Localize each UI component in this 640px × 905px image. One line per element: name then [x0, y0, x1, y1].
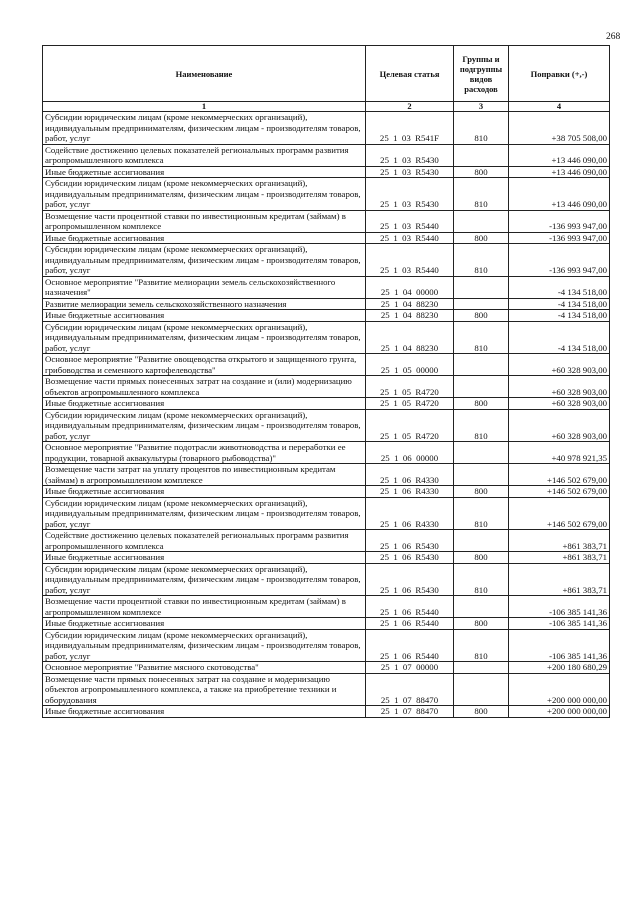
row-name: Иные бюджетные ассигнования [43, 706, 366, 718]
column-number: 3 [454, 102, 509, 112]
row-target-article: 25 1 05 00000 [366, 354, 454, 376]
table-row [43, 210, 610, 232]
row-expense-group: 800 [454, 232, 509, 244]
table-row [43, 376, 610, 398]
row-name: Иные бюджетные ассигнования [43, 398, 366, 410]
row-expense-group [454, 210, 509, 232]
row-expense-group: 810 [454, 563, 509, 596]
row-expense-group [454, 442, 509, 464]
row-name: Субсидии юридическим лицам (кроме некоммерческих организаций), индивидуальным предпринимателям, физическим лицам - производителям товаров, работ, услуг [43, 112, 366, 145]
row-expense-group [454, 464, 509, 486]
header-amendment: Поправки (+,-) [509, 46, 610, 102]
row-name: Субсидии юридическим лицам (кроме некоммерческих организаций), индивидуальным предпринимателям, физическим лицам - производителям товаров, работ, услуг [43, 497, 366, 530]
column-number: 4 [509, 102, 610, 112]
row-amendment-amount: +13 446 090,00 [509, 166, 610, 178]
table-body [43, 112, 610, 718]
row-expense-group [454, 354, 509, 376]
row-amendment-amount: -106 385 141,36 [509, 618, 610, 630]
table-row [43, 442, 610, 464]
row-target-article: 25 1 03 R5440 [366, 244, 454, 277]
row-name: Субсидии юридическим лицам (кроме некоммерческих организаций), индивидуальным предпринимателям, физическим лицам - производителям товаров, работ, услуг [43, 563, 366, 596]
row-amendment-amount: -106 385 141,36 [509, 596, 610, 618]
table-row [43, 298, 610, 310]
table-header-row [43, 46, 610, 102]
row-name: Субсидии юридическим лицам (кроме некоммерческих организаций), индивидуальным предпринимателям, физическим лицам - производителям товаров, работ, услуг [43, 178, 366, 211]
row-amendment-amount: +200 000 000,00 [509, 673, 610, 706]
table-row [43, 178, 610, 211]
table-row [43, 552, 610, 564]
row-amendment-amount: +38 705 508,00 [509, 112, 610, 145]
table-row [43, 232, 610, 244]
row-target-article: 25 1 03 R5440 [366, 210, 454, 232]
row-amendment-amount: -106 385 141,36 [509, 629, 610, 662]
table-row [43, 398, 610, 410]
row-name: Содействие достижению целевых показателей региональных программ развития агропромышленного комплекса [43, 144, 366, 166]
row-target-article: 25 1 03 R5440 [366, 232, 454, 244]
table-row [43, 354, 610, 376]
row-expense-group [454, 662, 509, 674]
row-target-article: 25 1 04 88230 [366, 310, 454, 322]
row-target-article: 25 1 06 R5440 [366, 596, 454, 618]
row-amendment-amount: +60 328 903,00 [509, 376, 610, 398]
row-name: Возмещение части процентной ставки по инвестиционным кредитам (займам) в агропромышленном комплексе [43, 210, 366, 232]
row-name: Возмещение части прямых понесенных затрат на создание и (или) модернизацию объектов агропромышленного комплекса [43, 376, 366, 398]
budget-table [42, 45, 610, 718]
row-amendment-amount: -136 993 947,00 [509, 232, 610, 244]
table-row [43, 321, 610, 354]
row-name: Субсидии юридическим лицам (кроме некоммерческих организаций), индивидуальным предпринимателям, физическим лицам - производителям товаров, работ, услуг [43, 321, 366, 354]
table-row [43, 112, 610, 145]
row-target-article: 25 1 03 R5430 [366, 166, 454, 178]
row-amendment-amount: +200 180 680,29 [509, 662, 610, 674]
row-name: Иные бюджетные ассигнования [43, 232, 366, 244]
row-expense-group [454, 376, 509, 398]
row-expense-group: 810 [454, 409, 509, 442]
row-amendment-amount: +146 502 679,00 [509, 497, 610, 530]
table-row [43, 409, 610, 442]
row-target-article: 25 1 03 R5430 [366, 144, 454, 166]
row-name: Развитие мелиорации земель сельскохозяйственного назначения [43, 298, 366, 310]
row-name: Основное мероприятие "Развитие овощеводства открытого и защищенного грунта, грибоводства и семенного картофелеводства" [43, 354, 366, 376]
row-amendment-amount: +60 328 903,00 [509, 398, 610, 410]
row-target-article: 25 1 06 R4330 [366, 464, 454, 486]
row-target-article: 25 1 05 R4720 [366, 409, 454, 442]
row-expense-group: 800 [454, 706, 509, 718]
row-expense-group: 810 [454, 629, 509, 662]
row-amendment-amount: +146 502 679,00 [509, 464, 610, 486]
header-expense-group: Группы и подгруппы видов расходов [454, 46, 509, 102]
row-expense-group: 810 [454, 112, 509, 145]
row-target-article: 25 1 05 R4720 [366, 376, 454, 398]
row-target-article: 25 1 07 88470 [366, 706, 454, 718]
row-amendment-amount: -136 993 947,00 [509, 244, 610, 277]
row-name: Иные бюджетные ассигнования [43, 618, 366, 630]
row-expense-group: 810 [454, 178, 509, 211]
row-name: Субсидии юридическим лицам (кроме некоммерческих организаций), индивидуальным предпринимателям, физическим лицам - производителям товаров, работ, услуг [43, 244, 366, 277]
row-name: Иные бюджетные ассигнования [43, 486, 366, 498]
row-amendment-amount: +861 383,71 [509, 552, 610, 564]
table-row [43, 166, 610, 178]
row-target-article: 25 1 06 R5430 [366, 530, 454, 552]
row-target-article: 25 1 03 R5430 [366, 178, 454, 211]
row-target-article: 25 1 03 R541F [366, 112, 454, 145]
table-row [43, 486, 610, 498]
header-target-article: Целевая статья [366, 46, 454, 102]
row-expense-group: 800 [454, 398, 509, 410]
row-name: Иные бюджетные ассигнования [43, 166, 366, 178]
row-amendment-amount: +146 502 679,00 [509, 486, 610, 498]
row-name: Основное мероприятие "Развитие мелиорации земель сельскохозяйственного назначения" [43, 276, 366, 298]
row-amendment-amount: +861 383,71 [509, 563, 610, 596]
row-expense-group: 810 [454, 321, 509, 354]
row-name: Возмещение части процентной ставки по инвестиционным кредитам (займам) в агропромышленном комплексе [43, 596, 366, 618]
row-amendment-amount: +861 383,71 [509, 530, 610, 552]
header-name: Наименование [43, 46, 366, 102]
row-amendment-amount: -136 993 947,00 [509, 210, 610, 232]
row-amendment-amount: +60 328 903,00 [509, 354, 610, 376]
row-amendment-amount: -4 134 518,00 [509, 321, 610, 354]
row-amendment-amount: +60 328 903,00 [509, 409, 610, 442]
row-amendment-amount: +200 000 000,00 [509, 706, 610, 718]
row-name: Содействие достижению целевых показателей региональных программ развития агропромышленного комплекса [43, 530, 366, 552]
table-row [43, 497, 610, 530]
table-row [43, 673, 610, 706]
row-target-article: 25 1 04 88230 [366, 321, 454, 354]
row-amendment-amount: -4 134 518,00 [509, 298, 610, 310]
row-amendment-amount: -4 134 518,00 [509, 310, 610, 322]
column-number: 1 [43, 102, 366, 112]
column-number-row [43, 102, 610, 112]
row-expense-group [454, 530, 509, 552]
table-row [43, 629, 610, 662]
row-amendment-amount: +13 446 090,00 [509, 144, 610, 166]
row-expense-group: 810 [454, 497, 509, 530]
row-target-article: 25 1 04 88230 [366, 298, 454, 310]
row-expense-group: 810 [454, 244, 509, 277]
row-expense-group: 800 [454, 310, 509, 322]
row-name: Иные бюджетные ассигнования [43, 552, 366, 564]
row-target-article: 25 1 06 R5440 [366, 629, 454, 662]
row-expense-group [454, 298, 509, 310]
table-row [43, 563, 610, 596]
row-expense-group: 800 [454, 552, 509, 564]
row-name: Основное мероприятие "Развитие мясного скотоводства" [43, 662, 366, 674]
row-expense-group: 800 [454, 618, 509, 630]
table-row [43, 276, 610, 298]
table-row [43, 244, 610, 277]
row-target-article: 25 1 06 00000 [366, 442, 454, 464]
row-name: Возмещение части затрат на уплату процентов по инвестиционным кредитам (займам) в агропромышленном комплексе [43, 464, 366, 486]
row-name: Основное мероприятие "Развитие подотрасли животноводства и переработки ее продукции, товарной аквакультуры (товарного рыбоводства)" [43, 442, 366, 464]
row-name: Возмещение части прямых понесенных затрат на создание и модернизацию объектов агропромышленного комплекса, а также на приобретение техники и оборудования [43, 673, 366, 706]
row-name: Субсидии юридическим лицам (кроме некоммерческих организаций), индивидуальным предпринимателям, физическим лицам - производителям товаров, работ, услуг [43, 629, 366, 662]
column-number: 2 [366, 102, 454, 112]
table-row [43, 144, 610, 166]
table-row [43, 464, 610, 486]
row-target-article: 25 1 06 R4330 [366, 497, 454, 530]
table-row [43, 662, 610, 674]
row-target-article: 25 1 07 00000 [366, 662, 454, 674]
table-row [43, 530, 610, 552]
page-number: 268 [606, 32, 621, 42]
row-name: Субсидии юридическим лицам (кроме некоммерческих организаций), индивидуальным предпринимателям, физическим лицам - производителям товаров, работ, услуг [43, 409, 366, 442]
row-amendment-amount: +13 446 090,00 [509, 178, 610, 211]
row-expense-group [454, 144, 509, 166]
row-target-article: 25 1 07 88470 [366, 673, 454, 706]
row-expense-group: 800 [454, 486, 509, 498]
table-row [43, 310, 610, 322]
row-target-article: 25 1 06 R5430 [366, 563, 454, 596]
row-target-article: 25 1 06 R5440 [366, 618, 454, 630]
row-expense-group [454, 596, 509, 618]
row-target-article: 25 1 05 R4720 [366, 398, 454, 410]
row-expense-group: 800 [454, 166, 509, 178]
row-target-article: 25 1 04 00000 [366, 276, 454, 298]
table-row [43, 618, 610, 630]
row-expense-group [454, 673, 509, 706]
row-name: Иные бюджетные ассигнования [43, 310, 366, 322]
row-amendment-amount: +40 978 921,35 [509, 442, 610, 464]
row-amendment-amount: -4 134 518,00 [509, 276, 610, 298]
row-target-article: 25 1 06 R5430 [366, 552, 454, 564]
row-expense-group [454, 276, 509, 298]
table-row [43, 706, 610, 718]
row-target-article: 25 1 06 R4330 [366, 486, 454, 498]
table-row [43, 596, 610, 618]
